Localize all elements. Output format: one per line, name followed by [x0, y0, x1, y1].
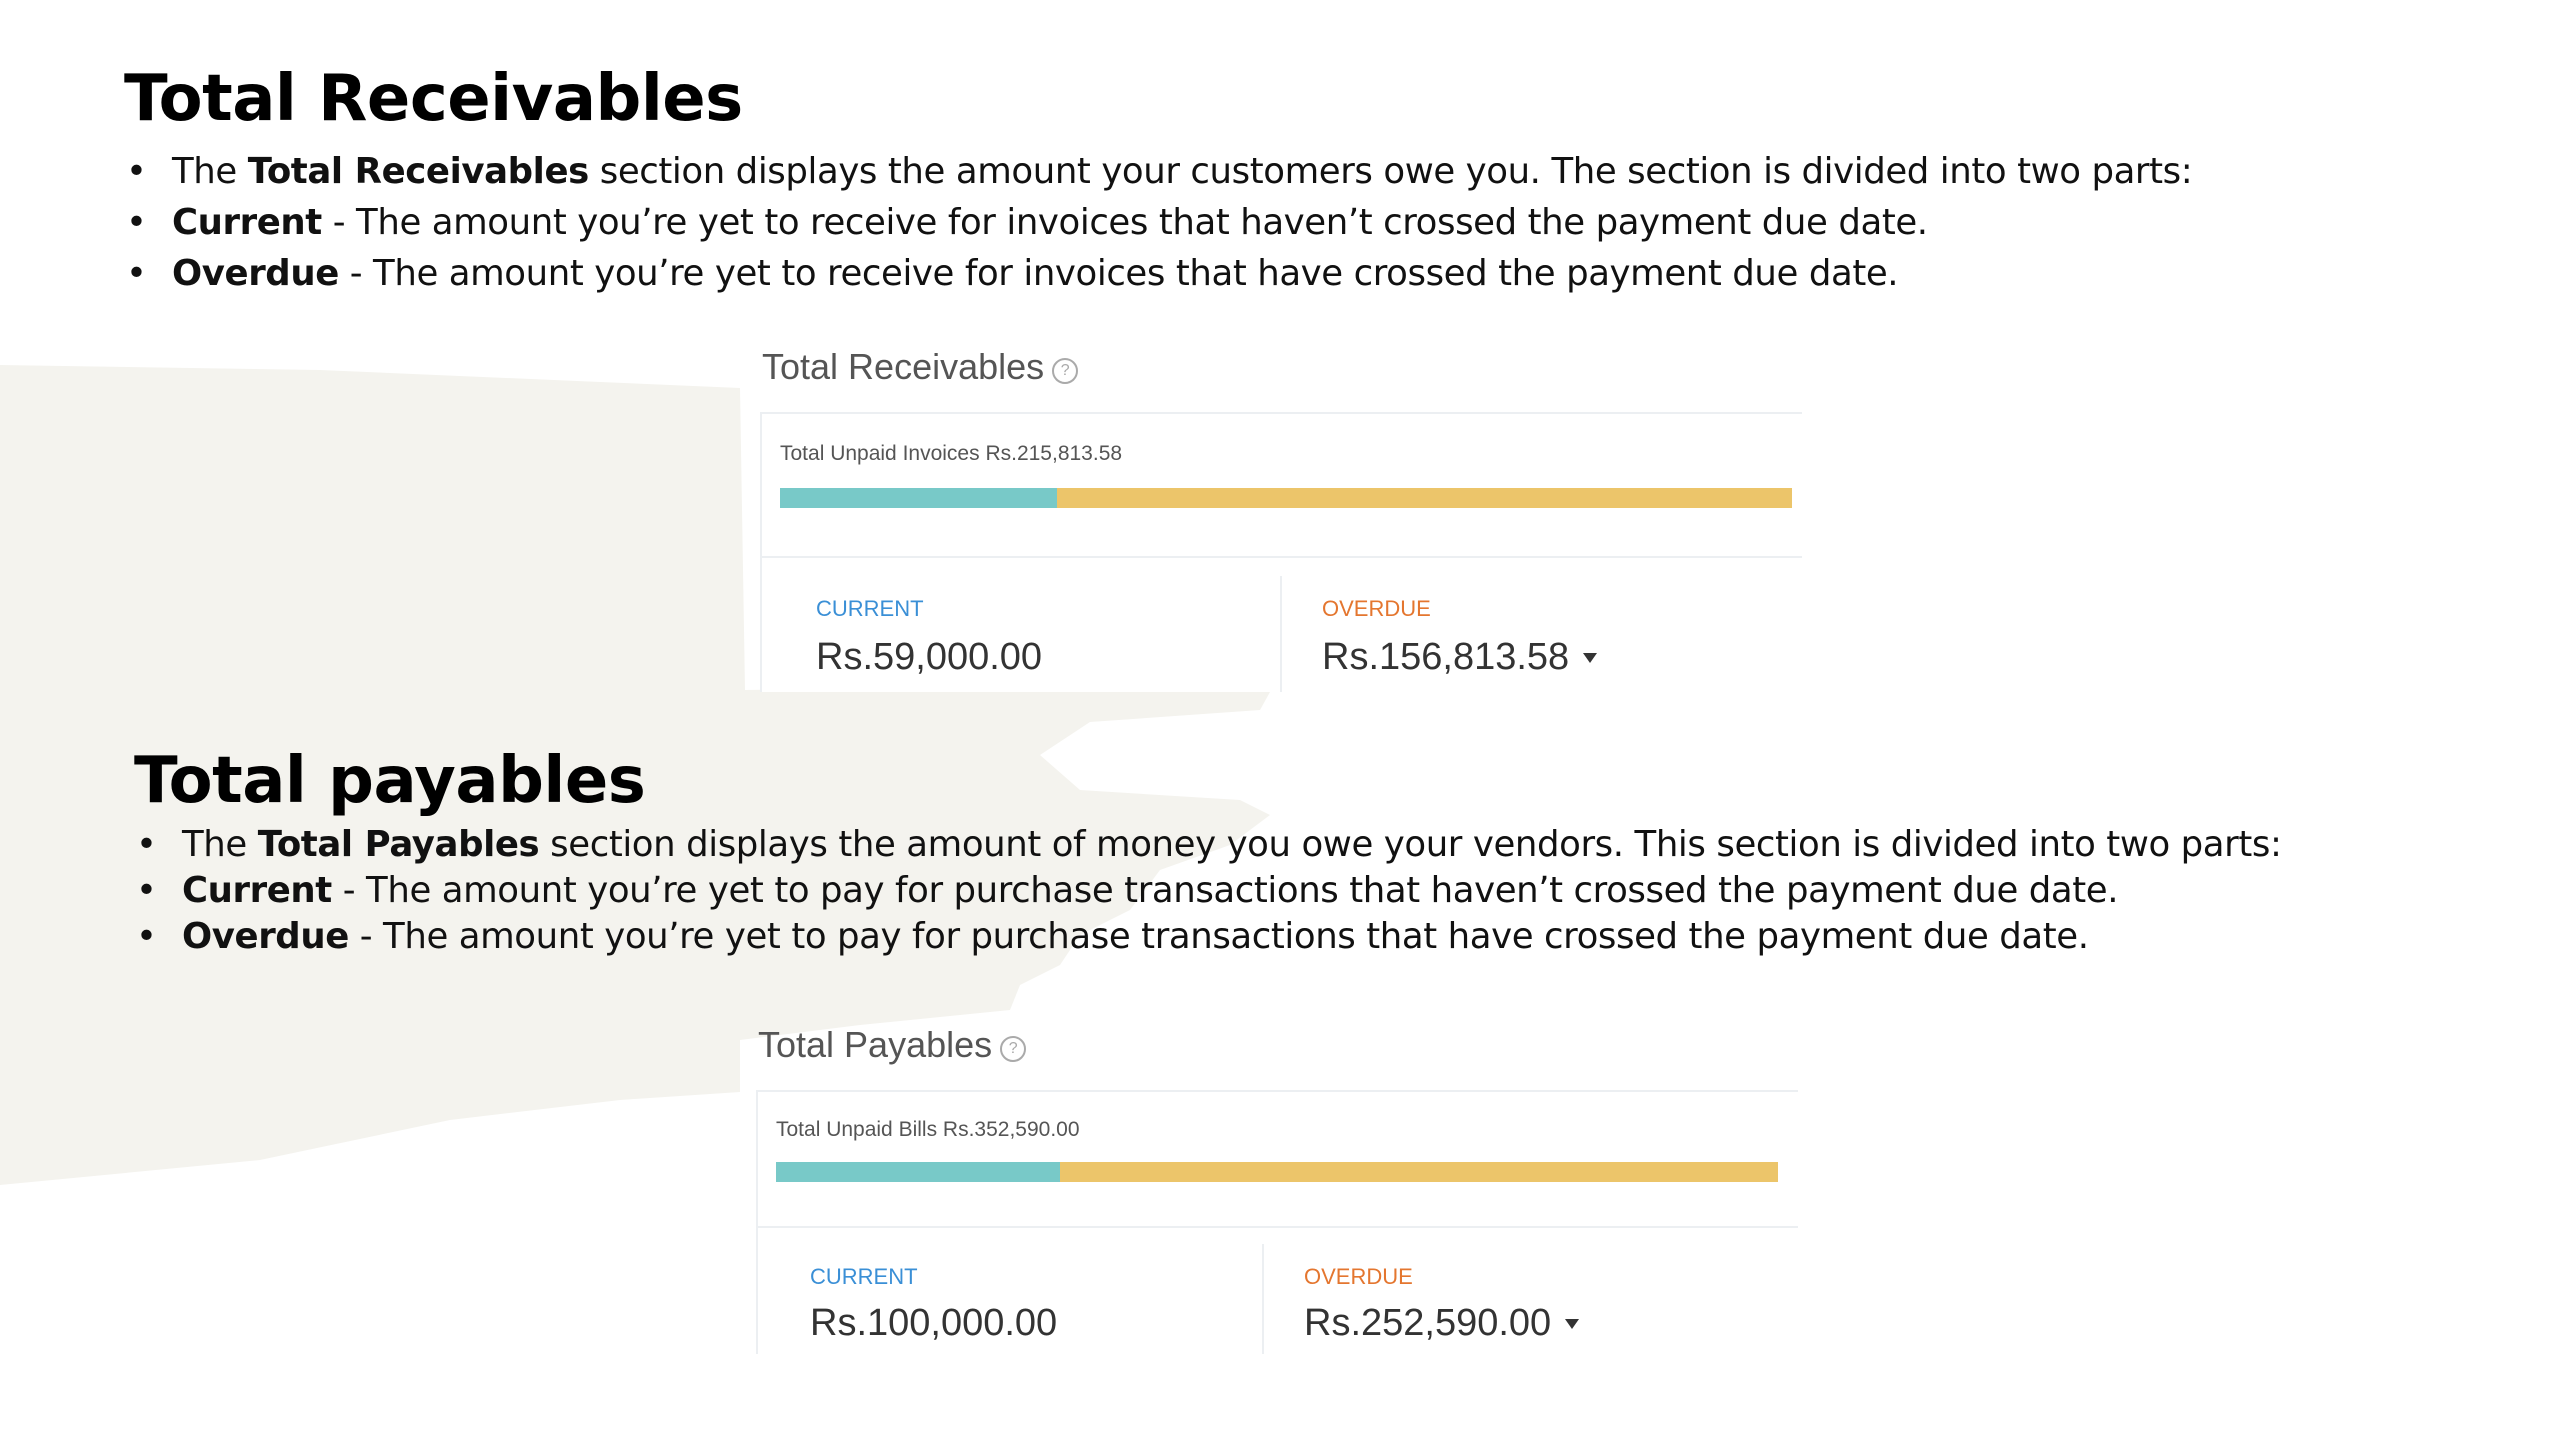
bullet-item: • Current - The amount you’re yet to receive for invoices that haven’t crossed the payment due date. [124, 197, 2192, 248]
bullet-item: • Overdue - The amount you’re yet to pay for purchase transactions that have crossed the payment due date. [134, 914, 2282, 960]
receivables-current-label: CURRENT [816, 596, 924, 621]
payables-overdue-label: OVERDUE [1304, 1264, 1413, 1289]
payables-widget-card [756, 1090, 1798, 1354]
receivables-overdue-dropdown[interactable]: Rs.156,813.58 [1322, 636, 1597, 679]
receivables-widget-title: Total Receivables ? [762, 346, 1078, 388]
bullet-item: • The Total Payables section displays the amount of money you owe your vendors. This section is divided into two parts: [134, 822, 2282, 868]
receivables-widget-card [760, 412, 1802, 692]
bullet-bold-term: Current [182, 870, 332, 911]
payables-current-fill [776, 1162, 1060, 1182]
payables-overdue-dropdown[interactable]: Rs.252,590.00 [1304, 1302, 1579, 1345]
payables-current-value: Rs.100,000.00 [810, 1302, 1058, 1344]
payables-progress-bar [776, 1162, 1778, 1182]
receivables-overdue-label: OVERDUE [1322, 596, 1431, 621]
help-icon[interactable]: ? [1052, 358, 1078, 384]
total-unpaid-bills-label: Total Unpaid Bills Rs.352,590.00 [776, 1118, 1080, 1141]
caret-down-icon [1565, 1319, 1579, 1329]
receivables-bullet-list [124, 146, 2192, 299]
bullet-bold-term: Overdue [172, 253, 339, 294]
receivables-heading: Total Receivables [124, 62, 743, 136]
payables-current-label: CURRENT [810, 1264, 918, 1289]
bullet-bold-term: Total Payables [257, 824, 540, 865]
help-icon[interactable]: ? [1000, 1036, 1026, 1062]
divider [762, 556, 1802, 558]
divider [1262, 1244, 1264, 1354]
receivables-current-fill [780, 488, 1057, 508]
divider [1280, 576, 1282, 692]
payables-bullet-list [134, 822, 2282, 960]
receivables-progress-bar [780, 488, 1792, 508]
payables-widget-title: Total Payables ? [758, 1024, 1026, 1066]
payables-heading: Total payables [134, 744, 646, 818]
total-unpaid-invoices-label: Total Unpaid Invoices Rs.215,813.58 [780, 442, 1123, 465]
bullet-bold-term: Overdue [182, 916, 349, 957]
bullet-bold-term: Current [172, 202, 322, 243]
bullet-item: • Overdue - The amount you’re yet to receive for invoices that have crossed the payment due date. [124, 248, 2192, 299]
receivables-current-value: Rs.59,000.00 [816, 636, 1043, 678]
caret-down-icon [1583, 653, 1597, 663]
bullet-item: • The Total Receivables section displays the amount your customers owe you. The section is divided into two parts: [124, 146, 2192, 197]
divider [758, 1226, 1798, 1228]
bullet-bold-term: Total Receivables [247, 151, 589, 192]
bullet-item: • Current - The amount you’re yet to pay for purchase transactions that haven’t crossed the payment due date. [134, 868, 2282, 914]
